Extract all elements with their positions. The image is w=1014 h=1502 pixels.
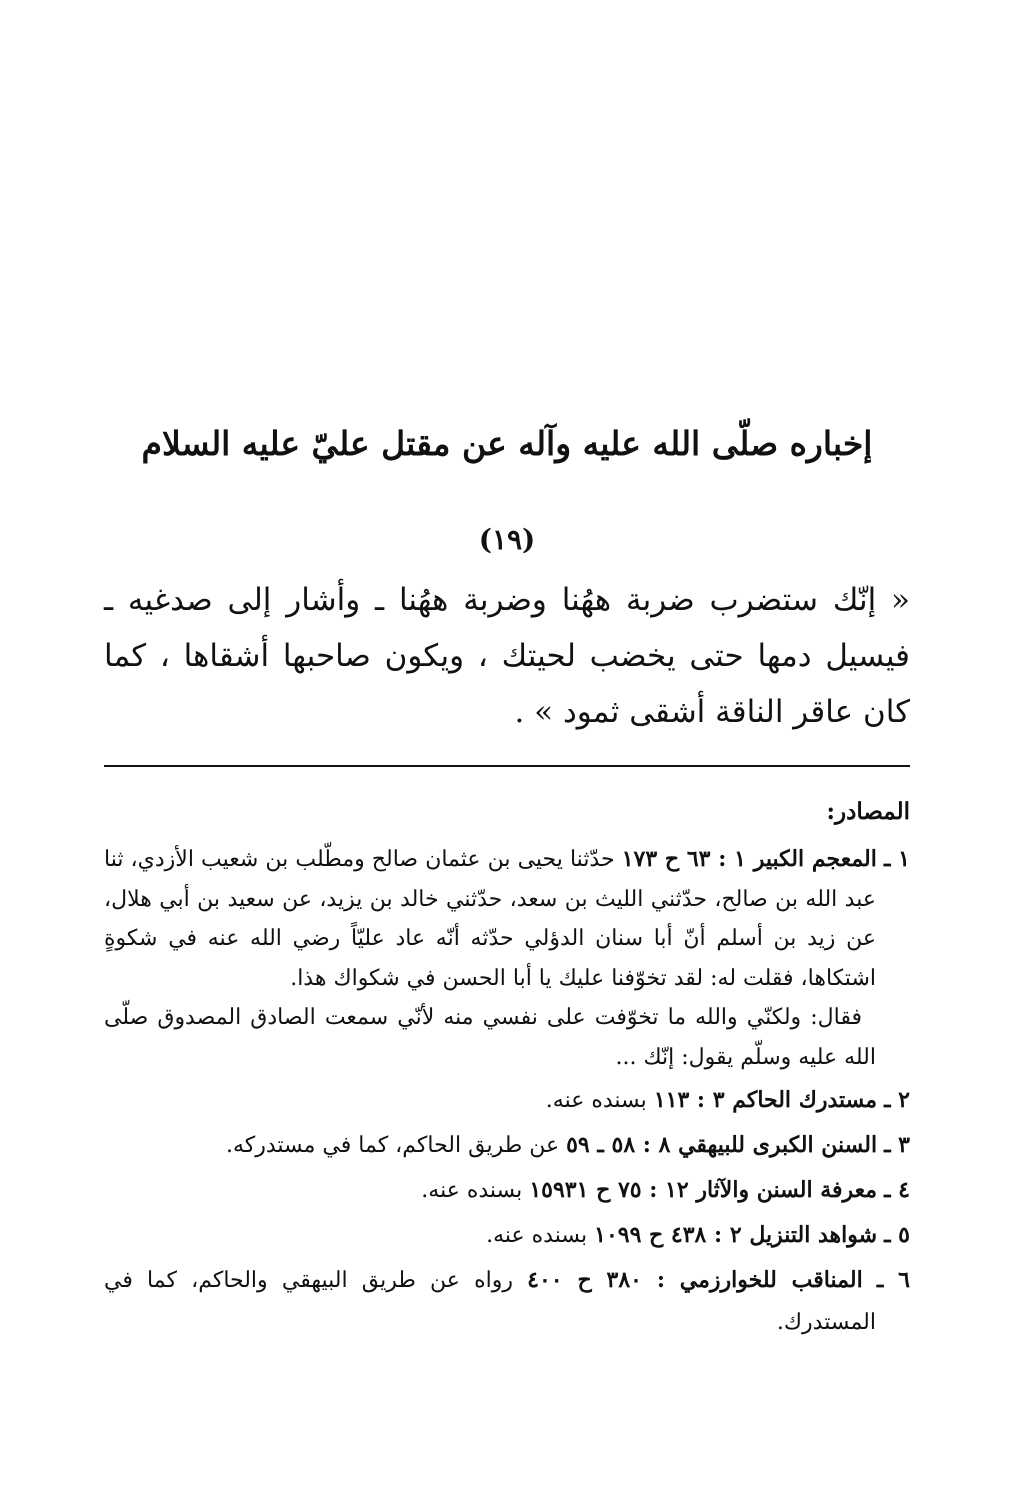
hadith-number: (١٩) [478, 523, 536, 556]
source-number: ٣ ـ [884, 1132, 910, 1158]
source-text: عن طريق الحاكم، كما في مستدركه. [225, 1133, 560, 1158]
source-item [104, 1079, 910, 1122]
source-number: ٤ ـ [884, 1177, 910, 1203]
source-number: ٢ ـ [884, 1087, 910, 1113]
source-text: رواه عن طريق البيهقي والحاكم، كما في المستدرك. [104, 1268, 876, 1335]
source-continuation: فقال: ولكنّي والله ما تخوّفت على نفسي منه لأنّي سمعت الصادق المصدوق صلّى الله عليه وسلّم يقول: إنّك ... [104, 1005, 876, 1070]
source-item [104, 1124, 910, 1167]
source-title: شواهد التنزيل ٢ : ٤٣٨ ح ١٠٩٩ [594, 1222, 878, 1248]
source-number: ١ ـ [883, 846, 910, 872]
source-title: السنن الكبرى للبيهقي ٨ : ٥٨ ـ ٥٩ [566, 1132, 878, 1158]
source-item [104, 1259, 910, 1344]
source-title: المعجم الكبير ١ : ٦٣ ح ١٧٣ [621, 846, 877, 872]
sources-list [104, 840, 910, 1344]
source-number: ٦ ـ [876, 1267, 910, 1293]
chapter-title: إخباره صلّى الله عليه وآله عن مقتل عليّ عليه السلام [141, 424, 873, 463]
source-title: المناقب للخوارزمي : ٣٨٠ ح ٤٠٠ [527, 1267, 863, 1293]
source-item [104, 1169, 910, 1212]
source-text: بسنده عنه. [486, 1223, 588, 1248]
source-title: معرفة السنن والآثار ١٢ : ٧٥ ح ١٥٩٣١ [529, 1177, 878, 1203]
source-title: مستدرك الحاكم ٣ : ١١٣ [653, 1087, 878, 1113]
source-number: ٥ ـ [884, 1222, 910, 1248]
source-item [104, 840, 910, 998]
hadith-text: « إنّك ستضرب ضربة ههُنا وضربة ههُنا ـ وأشار إلى صدغيه ـ فيسيل دمها حتى يخضب لحيتك ، ويكون صاحبها أشقاها ، كما كان عاقر الناقة أشقى ثمود » . [104, 582, 910, 730]
source-text: بسنده عنه. [421, 1178, 523, 1203]
footnote-divider [104, 765, 910, 767]
sources-heading: المصادر: [826, 798, 910, 825]
source-item [104, 1214, 910, 1257]
source-text: حدّثنا يحيى بن عثمان صالح ومطّلب بن شعيب الأزدي، ثنا عبد الله بن صالح، حدّثني الليث بن سعد، حدّثني خالد بن يزيد، عن سعيد بن أبي هلال، عن زيد بن أسلم أنّ أبا سنان الدؤلي حدّثه أنّه عاد عليّاً رضي الله عنه في شكوةٍ اشتكاها، فقلت له: لقد تخوّفنا عليك يا أبا الحسن في شكواك هذا. [104, 847, 876, 991]
source-text: بسنده عنه. [545, 1088, 647, 1113]
